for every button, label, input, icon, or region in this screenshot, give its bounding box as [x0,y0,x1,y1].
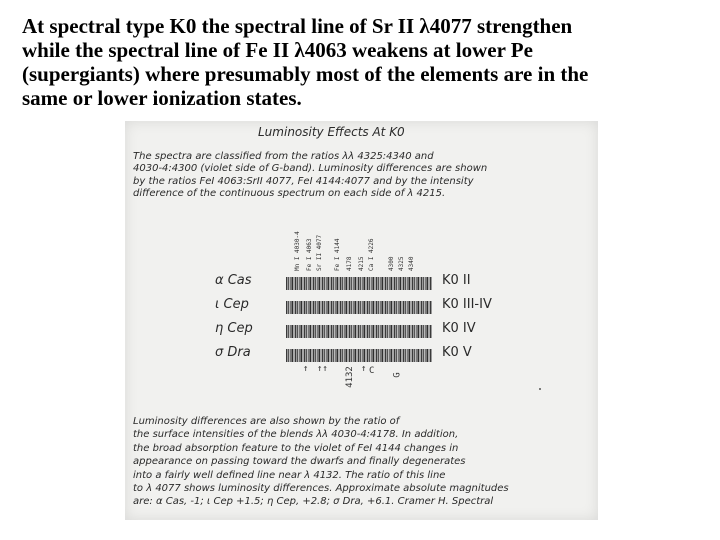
line-id: 4340 [408,256,415,271]
plate-bottom-paragraph [133,415,509,509]
plate-text-line: appearance on passing toward the dwarfs and finally degenerates [133,456,466,468]
spectrum-strip [286,349,432,362]
plate-text-line: the broad absorption feature to the violet of FeI 4144 changes in [133,442,459,454]
mark: ↑↑ [317,364,328,374]
handwritten-plate-image [125,121,598,520]
star-name: α Cas [215,273,252,288]
plate-title: Luminosity Effects At K0 [258,125,405,139]
caption-line: while the spectral line of Fe II λ4063 weakens at lower Pe [22,38,533,62]
plate-text-line: the surface intensities of the blends λλ 4030-4:4178. In addition, [133,429,459,441]
mark: ↑ [361,364,367,374]
plate-text-line: difference of the continuous spectrum on each side of λ 4215. [133,188,446,200]
star-name: ι Cep [215,297,249,312]
star-class: K0 III-IV [442,297,492,312]
spectral-line-ids [295,216,435,271]
line-id: Ca I 4226 [368,238,375,271]
caption-text [22,14,712,110]
caption-line: (supergiants) where presumably most of the elements are in the [22,62,589,86]
mark: C [369,366,375,376]
mark: 4132 [344,366,355,388]
line-id: 4215 [358,256,365,271]
plate-text-line: The spectra are classified from the ratios λλ 4325:4340 and [133,151,434,162]
plate-speck [539,388,541,390]
plate-text-line: by the ratios FeI 4063:SrII 4077, FeI 4144:4077 and by the intensity [133,175,474,187]
plate-top-paragraph [133,151,487,201]
line-id: 4300 [388,256,395,271]
caption-line: same or lower ionization states. [22,86,302,110]
spectrum-strip [286,301,432,314]
star-class: K0 IV [442,321,476,336]
plate-text-line: 4030-4:4300 (violet side of G-band). Luminosity differences are shown [133,163,488,175]
plate-text-line: are: α Cas, -1; ι Cep +1.5; η Cep, +2.8; σ Dra, +6.1. Cramer H. Spectral [133,496,494,508]
star-class: K0 II [442,273,471,288]
line-id: Fe I 4144 [334,238,341,271]
line-id: 4178 [346,256,353,271]
star-name: σ Dra [215,345,251,360]
plate-text-line: into a fairly well defined line near λ 4132. The ratio of this line [133,469,446,481]
spectrum-strip [286,325,432,338]
bottom-line-marks [295,364,435,394]
mark: ↑ [303,364,309,374]
plate-text-line: Luminosity differences are also shown by the ratio of [133,416,400,427]
spectrum-strip [286,277,432,290]
line-id: Sr II 4077 [316,234,323,271]
plate-text-line: to λ 4077 shows luminosity differences. Approximate absolute magnitudes [133,483,509,495]
caption-line: At spectral type K0 the spectral line of Sr II λ4077 strengthen [22,14,573,38]
mark: G [392,372,403,378]
line-id: Mn I 4030-4 [294,231,301,271]
star-name: η Cep [215,321,253,336]
line-id: Fe I 4063 [306,238,313,271]
line-id: 4325 [398,256,405,271]
star-class: K0 V [442,345,472,360]
